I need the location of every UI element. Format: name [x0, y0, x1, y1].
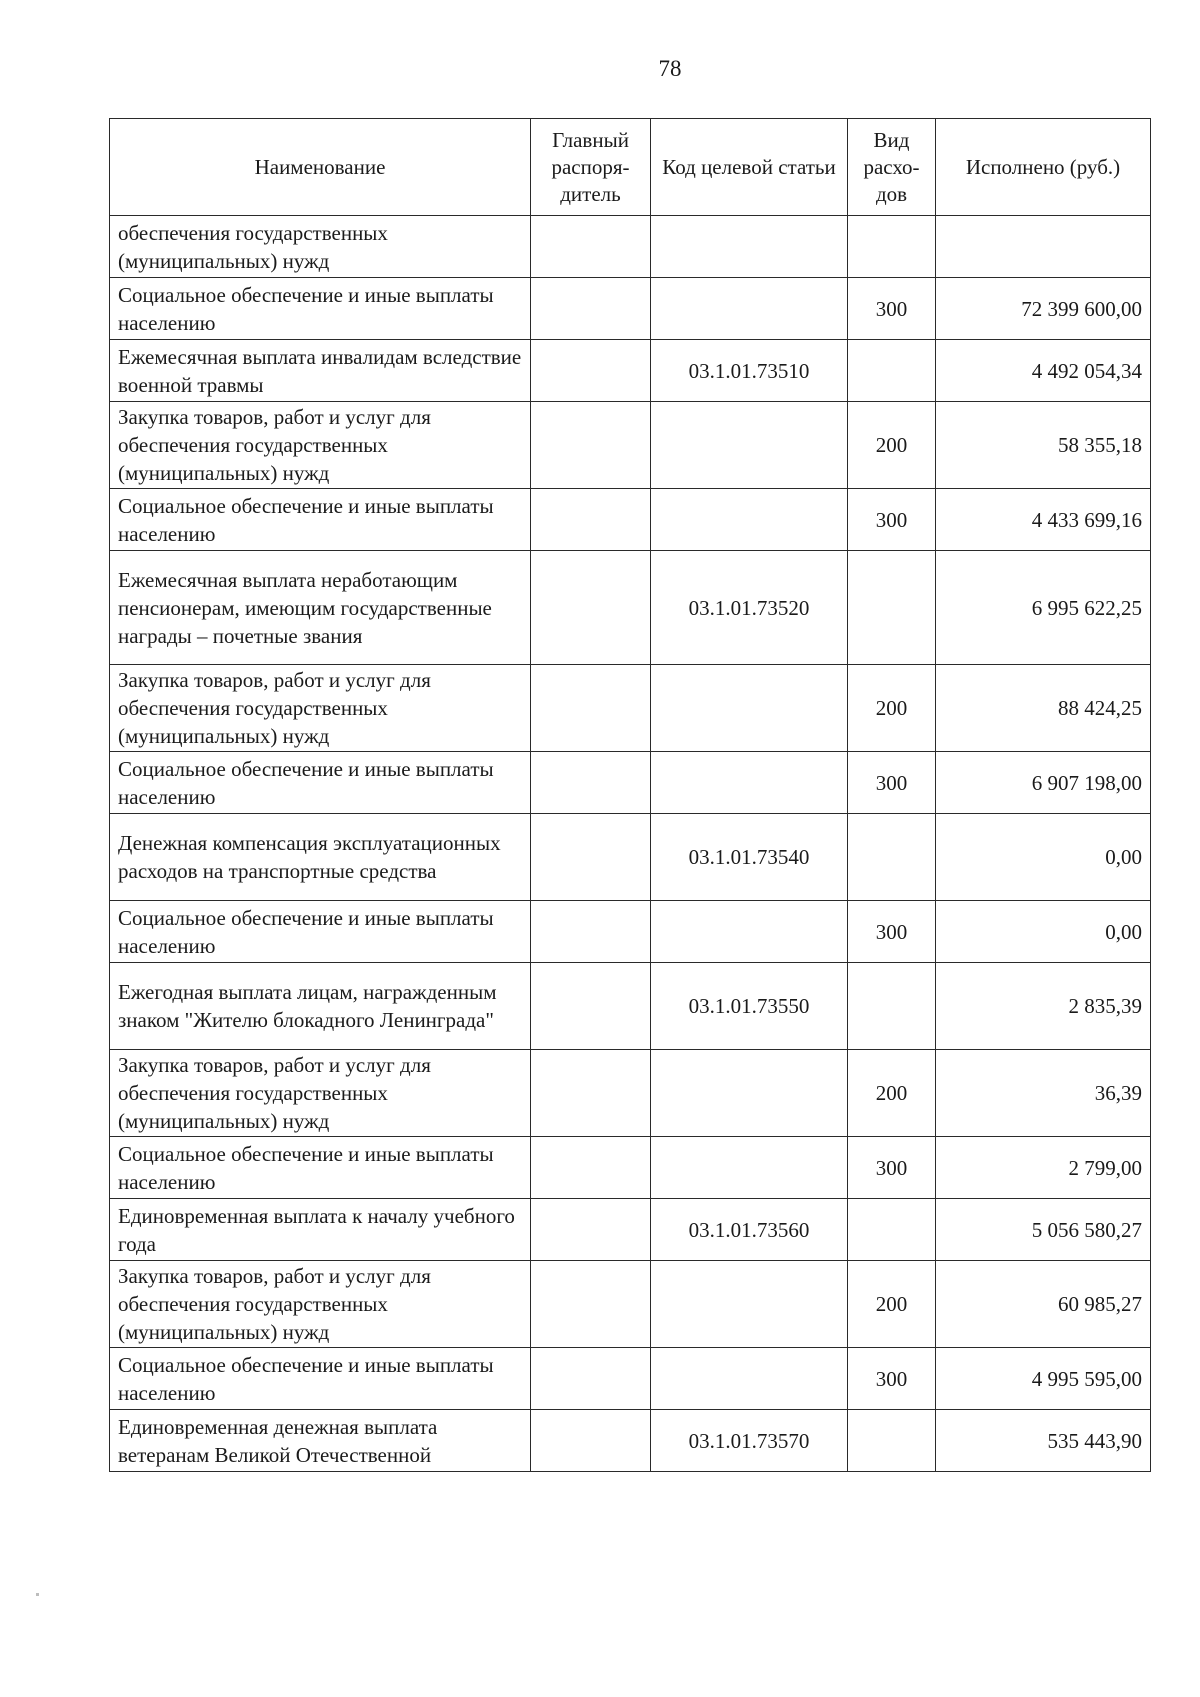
row-name-cell: Денежная компенсация эксплуатационных расходов на транспортные средства [110, 814, 531, 901]
row-type-cell [848, 814, 936, 901]
row-admin-cell [531, 665, 651, 752]
row-admin-cell [531, 340, 651, 402]
table-row [110, 1137, 1151, 1199]
scan-speck [36, 1593, 39, 1596]
table-row [110, 1410, 1151, 1472]
table-header-row [110, 119, 1151, 216]
row-amount-cell: 5 056 580,27 [936, 1199, 1151, 1261]
row-amount-cell: 60 985,27 [936, 1261, 1151, 1348]
row-type-cell: 200 [848, 665, 936, 752]
row-code-cell [651, 1050, 848, 1137]
row-code-cell [651, 901, 848, 963]
row-amount-cell: 4 995 595,00 [936, 1348, 1151, 1410]
row-amount-cell: 0,00 [936, 814, 1151, 901]
row-code-cell [651, 1348, 848, 1410]
row-code-cell [651, 752, 848, 814]
row-name-cell: Ежемесячная выплата неработающим пенсионерам, имеющим государственные награды – почетные звания [110, 551, 531, 665]
row-name-cell: Социальное обеспечение и иные выплаты населению [110, 901, 531, 963]
row-name-cell: Социальное обеспечение и иные выплаты населению [110, 489, 531, 551]
row-amount-cell: 4 433 699,16 [936, 489, 1151, 551]
table-row [110, 278, 1151, 340]
row-code-cell [651, 402, 848, 489]
row-admin-cell [531, 551, 651, 665]
row-type-cell: 300 [848, 1348, 936, 1410]
row-admin-cell [531, 402, 651, 489]
row-type-cell: 200 [848, 402, 936, 489]
row-admin-cell [531, 1199, 651, 1261]
row-amount-cell: 4 492 054,34 [936, 340, 1151, 402]
table-row [110, 1348, 1151, 1410]
page-number: 78 [658, 56, 682, 81]
budget-execution-table [109, 118, 1151, 1472]
row-code-cell [651, 216, 848, 278]
row-type-cell [848, 340, 936, 402]
row-amount-cell: 0,00 [936, 901, 1151, 963]
row-admin-cell [531, 1410, 651, 1472]
table-row [110, 1050, 1151, 1137]
row-name-cell: Закупка товаров, работ и услуг для обеспечения государственных (муниципальных) нужд [110, 665, 531, 752]
table-row [110, 1261, 1151, 1348]
header-amount: Исполнено (руб.) [936, 119, 1151, 216]
row-code-cell [651, 1261, 848, 1348]
row-code-cell [651, 665, 848, 752]
table-row [110, 901, 1151, 963]
header-name: Наименование [110, 119, 531, 216]
row-code-cell: 03.1.01.73520 [651, 551, 848, 665]
table-row [110, 665, 1151, 752]
row-admin-cell [531, 1348, 651, 1410]
row-amount-cell: 6 907 198,00 [936, 752, 1151, 814]
table-row [110, 1199, 1151, 1261]
row-name-cell: Социальное обеспечение и иные выплаты населению [110, 278, 531, 340]
row-admin-cell [531, 752, 651, 814]
row-code-cell: 03.1.01.73570 [651, 1410, 848, 1472]
row-type-cell: 200 [848, 1261, 936, 1348]
row-admin-cell [531, 814, 651, 901]
row-type-cell [848, 963, 936, 1050]
row-amount-cell [936, 216, 1151, 278]
row-admin-cell [531, 1050, 651, 1137]
row-name-cell: Единовременная денежная выплата ветеранам Великой Отечественной [110, 1410, 531, 1472]
table-row [110, 963, 1151, 1050]
row-amount-cell: 2 835,39 [936, 963, 1151, 1050]
header-admin: Главный распоря-дитель [531, 119, 651, 216]
row-admin-cell [531, 489, 651, 551]
row-amount-cell: 6 995 622,25 [936, 551, 1151, 665]
table-row [110, 752, 1151, 814]
row-amount-cell: 88 424,25 [936, 665, 1151, 752]
row-name-cell: Социальное обеспечение и иные выплаты населению [110, 752, 531, 814]
row-name-cell: Единовременная выплата к началу учебного года [110, 1199, 531, 1261]
row-amount-cell: 535 443,90 [936, 1410, 1151, 1472]
row-type-cell: 300 [848, 752, 936, 814]
row-type-cell: 300 [848, 901, 936, 963]
table-row [110, 402, 1151, 489]
header-type: Вид расхо-дов [848, 119, 936, 216]
table-row [110, 814, 1151, 901]
row-admin-cell [531, 1137, 651, 1199]
row-code-cell: 03.1.01.73550 [651, 963, 848, 1050]
row-type-cell [848, 551, 936, 665]
row-name-cell: Социальное обеспечение и иные выплаты населению [110, 1348, 531, 1410]
table-body [110, 216, 1151, 1472]
row-code-cell: 03.1.01.73560 [651, 1199, 848, 1261]
row-name-cell: Закупка товаров, работ и услуг для обеспечения государственных (муниципальных) нужд [110, 1050, 531, 1137]
row-admin-cell [531, 278, 651, 340]
row-admin-cell [531, 901, 651, 963]
table-row [110, 216, 1151, 278]
row-name-cell: Закупка товаров, работ и услуг для обеспечения государственных (муниципальных) нужд [110, 1261, 531, 1348]
row-type-cell [848, 216, 936, 278]
row-admin-cell [531, 1261, 651, 1348]
row-code-cell [651, 489, 848, 551]
row-name-cell: Закупка товаров, работ и услуг для обеспечения государственных (муниципальных) нужд [110, 402, 531, 489]
row-code-cell: 03.1.01.73540 [651, 814, 848, 901]
row-name-cell: Ежемесячная выплата инвалидам вследствие военной травмы [110, 340, 531, 402]
row-name-cell: Социальное обеспечение и иные выплаты населению [110, 1137, 531, 1199]
row-code-cell: 03.1.01.73510 [651, 340, 848, 402]
row-amount-cell: 72 399 600,00 [936, 278, 1151, 340]
header-code: Код целевой статьи [651, 119, 848, 216]
row-type-cell: 300 [848, 489, 936, 551]
row-code-cell [651, 1137, 848, 1199]
row-admin-cell [531, 963, 651, 1050]
row-amount-cell: 2 799,00 [936, 1137, 1151, 1199]
row-name-cell: обеспечения государственных (муниципальных) нужд [110, 216, 531, 278]
row-type-cell: 200 [848, 1050, 936, 1137]
row-amount-cell: 58 355,18 [936, 402, 1151, 489]
table-row [110, 551, 1151, 665]
table-row [110, 340, 1151, 402]
row-type-cell: 300 [848, 278, 936, 340]
row-type-cell [848, 1199, 936, 1261]
row-code-cell [651, 278, 848, 340]
row-type-cell [848, 1410, 936, 1472]
row-type-cell: 300 [848, 1137, 936, 1199]
row-admin-cell [531, 216, 651, 278]
row-name-cell: Ежегодная выплата лицам, награжденным знаком "Жителю блокадного Ленинграда" [110, 963, 531, 1050]
row-amount-cell: 36,39 [936, 1050, 1151, 1137]
table-row [110, 489, 1151, 551]
